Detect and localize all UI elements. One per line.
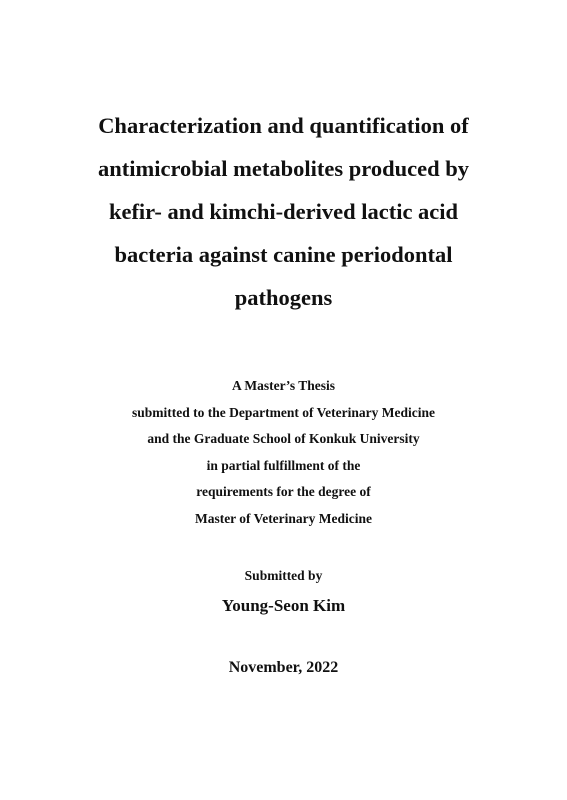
statement-line: in partial fulfillment of the (206, 457, 361, 473)
statement-line: A Master’s Thesis (232, 378, 335, 393)
title-line: kefir- and kimchi-derived lactic acid (108, 199, 459, 224)
author-name: Young-Seon Kim (221, 596, 346, 615)
title-line: antimicrobial metabolites produced by (97, 156, 470, 181)
title-line: bacteria against canine periodontal (114, 242, 453, 267)
statement-line: and the Graduate School of Konkuk University (147, 431, 420, 446)
title-line: Characterization and quantification of (98, 113, 469, 138)
statement-line: submitted to the Department of Veterinary Medicine (132, 404, 435, 420)
degree-statement (0, 373, 567, 532)
statement-line: Master of Veterinary Medicine (194, 510, 373, 526)
submitted-by-label: Submitted by (244, 568, 323, 583)
statement-line: requirements for the degree of (196, 484, 371, 499)
thesis-title (0, 104, 567, 319)
submission-date: November, 2022 (228, 659, 339, 676)
title-line: pathogens (234, 285, 333, 310)
